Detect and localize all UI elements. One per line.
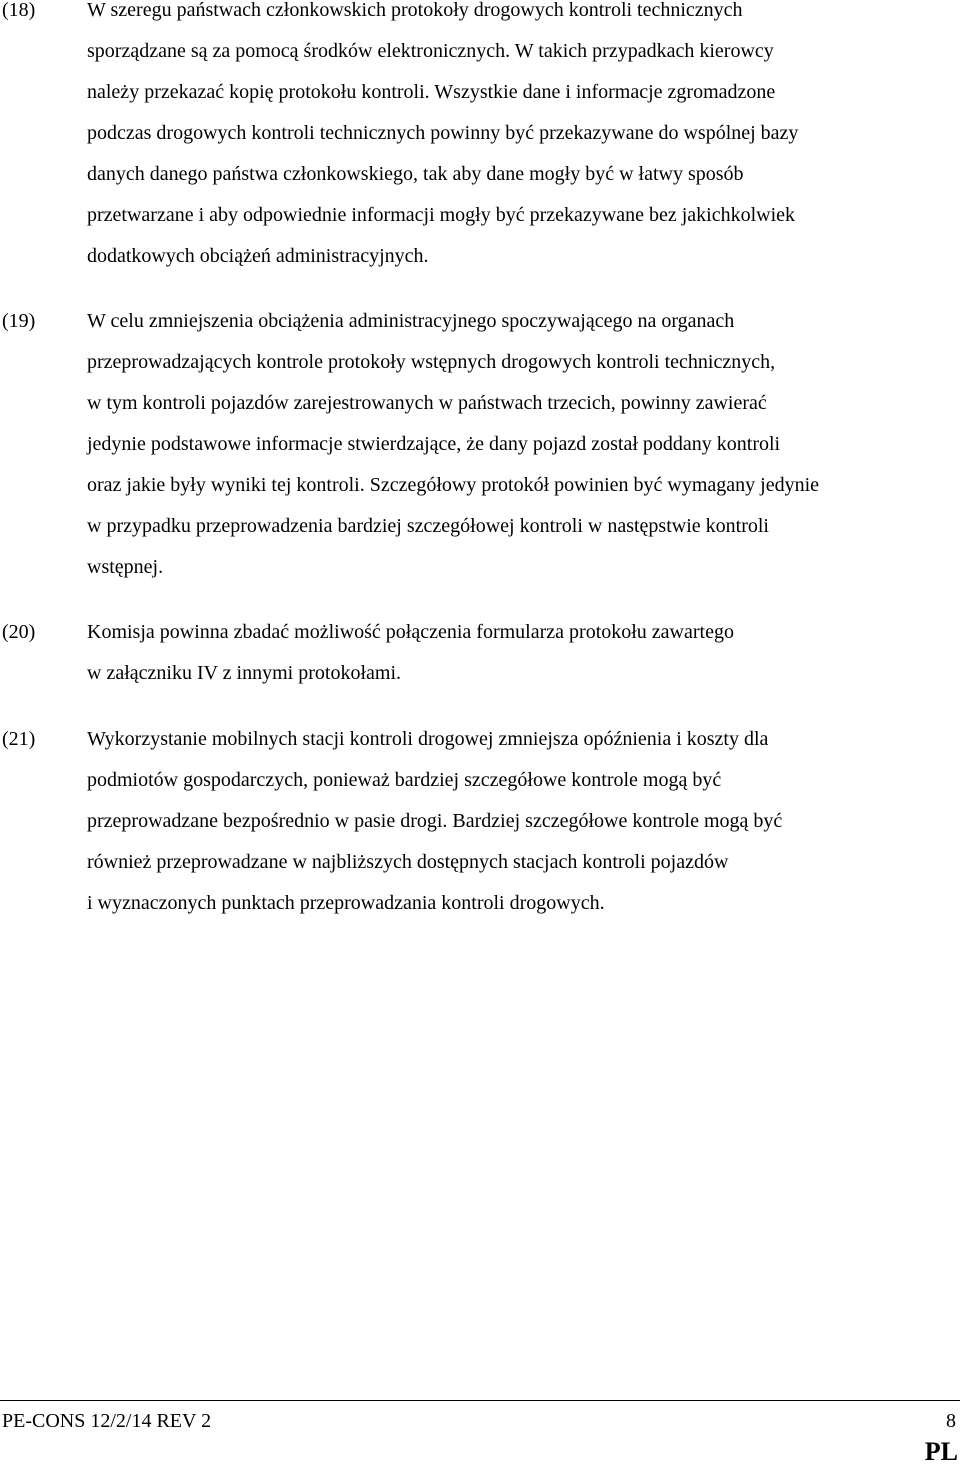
text-line: przeprowadzających kontrole protokoły wstępnych drogowych kontroli technicznych, <box>87 351 776 373</box>
text-line: Wykorzystanie mobilnych stacji kontroli drogowej zmniejsza opóźnienia i koszty dla <box>87 728 769 750</box>
recital-text <box>87 301 960 588</box>
text-line: sporządzane są za pomocą środków elektronicznych. W takich przypadkach kierowcy <box>87 40 774 62</box>
text-line: dodatkowych obciążeń administracyjnych. <box>87 245 429 267</box>
text-line: również przeprowadzane w najbliższych dostępnych stacjach kontroli pojazdów <box>87 851 729 873</box>
text-line: należy przekazać kopię protokołu kontroli. Wszystkie dane i informacje zgromadzone <box>87 81 776 103</box>
recital-number: (20) <box>2 621 36 643</box>
recital-number: (21) <box>2 728 36 750</box>
page-number: 8 <box>946 1410 956 1432</box>
text-line: danych danego państwa członkowskiego, tak aby dane mogły być w łatwy sposób <box>87 163 744 185</box>
recital-text <box>87 612 960 694</box>
text-line: oraz jakie były wyniki tej kontroli. Szczegółowy protokół powinien być wymagany jedynie <box>87 474 820 496</box>
recital-text <box>87 0 960 277</box>
text-line: w przypadku przeprowadzenia bardziej szczegółowej kontroli w następstwie kontroli <box>87 515 769 537</box>
text-line: Komisja powinna zbadać możliwość połączenia formularza protokołu zawartego <box>87 621 734 643</box>
text-line: i wyznaczonych punktach przeprowadzania kontroli drogowych. <box>87 892 605 914</box>
text-line: w załączniku IV z innymi protokołami. <box>87 662 401 684</box>
recital-number: (19) <box>2 310 36 332</box>
footer-divider <box>0 1400 960 1401</box>
language-code: PL <box>924 1437 958 1466</box>
text-line: jedynie podstawowe informacje stwierdzające, że dany pojazd został poddany kontroli <box>87 433 781 455</box>
text-line: przeprowadzane bezpośrednio w pasie drogi. Bardziej szczegółowe kontrole mogą być <box>87 810 783 832</box>
text-line: W szeregu państwach członkowskich protokoły drogowych kontroli technicznych <box>87 0 743 21</box>
text-line: podmiotów gospodarczych, ponieważ bardziej szczegółowe kontrole mogą być <box>87 769 722 791</box>
text-line: podczas drogowych kontroli technicznych powinny być przekazywane do wspólnej bazy <box>87 122 799 144</box>
text-line: wstępnej. <box>87 556 164 578</box>
text-line: przetwarzane i aby odpowiednie informacji mogły być przekazywane bez jakichkolwiek <box>87 204 796 226</box>
text-line: W celu zmniejszenia obciążenia administracyjnego spoczywającego na organach <box>87 310 735 332</box>
recital-number: (18) <box>2 0 36 21</box>
recital-text <box>87 719 960 924</box>
document-reference: PE-CONS 12/2/14 REV 2 <box>2 1410 212 1432</box>
text-line: w tym kontroli pojazdów zarejestrowanych w państwach trzecich, powinny zawierać <box>87 392 767 414</box>
